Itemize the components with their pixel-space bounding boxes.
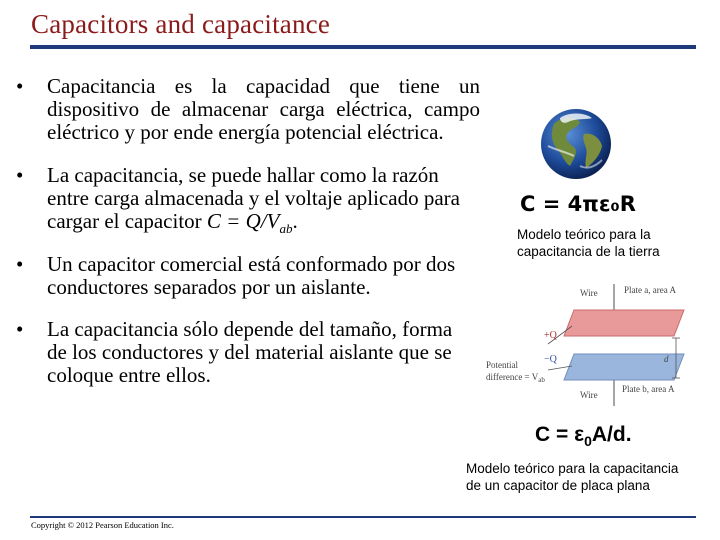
label-minus-q: −Q <box>544 354 557 365</box>
plate-formula-end: A/d. <box>591 423 632 446</box>
ratio-formula-subscript: ab <box>279 221 293 237</box>
plate-formula-subscript: 0 <box>584 433 592 450</box>
ratio-period: . <box>292 209 298 233</box>
top-plate <box>564 310 684 336</box>
slide-title: Capacitors and capacitance <box>31 9 331 39</box>
bullet-capacitance-dependence: • La capacitancia sólo depende del tamaño, forma de los conductores y del material aislante que se coloque entre ellos. <box>14 318 457 387</box>
footer-divider <box>30 516 696 518</box>
label-wire-bottom: Wire <box>580 390 598 400</box>
parallel-plate-diagram <box>484 282 690 410</box>
earth-model-caption: Modelo teórico para la capacitancia de la tierra <box>517 227 660 259</box>
bullet-capacitance-ratio <box>14 163 480 237</box>
label-difference-main: difference = V <box>486 372 539 382</box>
bullet-list <box>14 75 480 387</box>
title-divider <box>30 45 696 49</box>
bullet-capacitance-definition: • Capacitancia es la capacidad que tiene un dispositivo de almacenar carga eléctrica, campo eléctrico y por ende energía potencial eléctrica. <box>14 75 480 144</box>
plate-capacitance-formula <box>535 423 632 450</box>
earth-capacitance-formula: C = 4πε₀R <box>520 192 636 216</box>
copyright-notice: Copyright © 2012 Pearson Education Inc. <box>31 520 174 530</box>
earth-globe-image <box>540 106 612 182</box>
label-difference <box>486 372 545 384</box>
plate-formula-start: C = ε <box>535 423 585 446</box>
label-plus-q: +Q <box>544 330 557 341</box>
label-plate-a: Plate a, area A <box>624 285 676 295</box>
label-d: d <box>664 354 669 364</box>
label-wire-top: Wire <box>580 288 598 298</box>
label-potential: Potential <box>486 360 518 370</box>
label-plate-b: Plate b, area A <box>622 384 675 394</box>
ratio-formula-main: C = Q/V <box>206 209 280 233</box>
plate-model-caption: Modelo teórico para la capacitancia de un capacitor de placa plana <box>466 461 679 493</box>
bullet-commercial-capacitor: • Un capacitor comercial está conformado por dos conductores separados por un aislante. <box>14 253 480 299</box>
label-difference-sub: ab <box>538 376 545 384</box>
ratio-formula <box>206 209 293 237</box>
bullet-ratio-text: La capacitancia, se puede hallar como la razón entre carga almacenada y el voltaje aplicado para cargar el capacitor <box>47 163 460 233</box>
